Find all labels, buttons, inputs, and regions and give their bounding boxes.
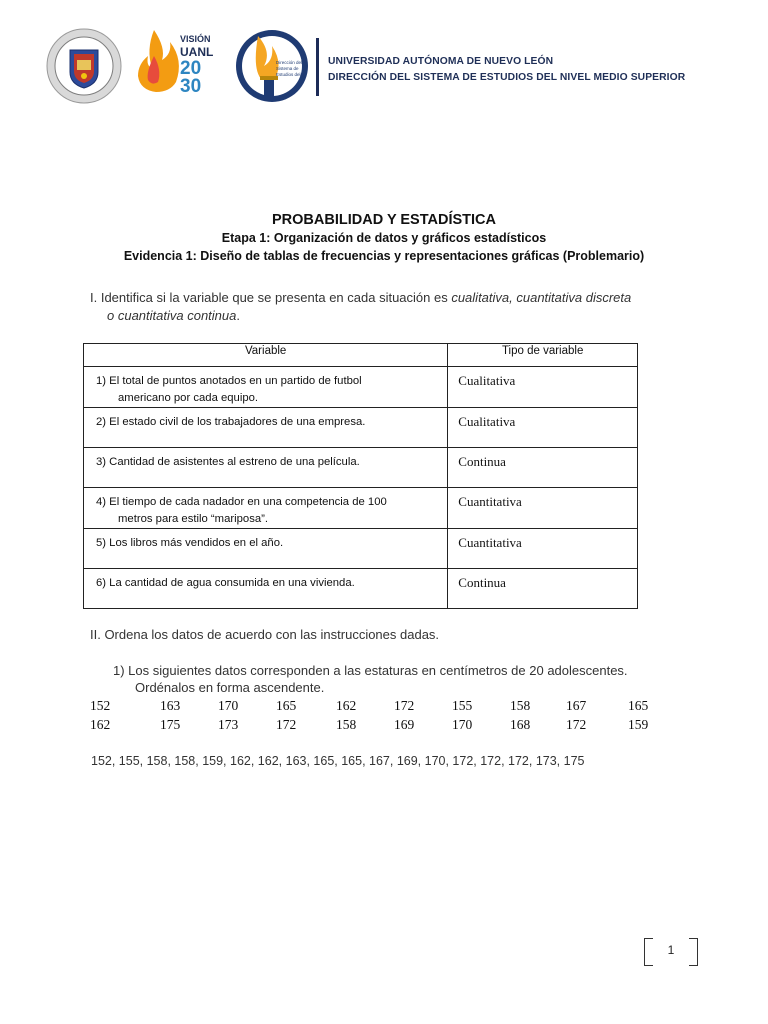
variable-cell: 1) El total de puntos anotados en un partido de futbol americano por cada equipo. (84, 367, 448, 408)
evidence-subtitle: Evidencia 1: Diseño de tablas de frecuencias y representaciones gráficas (Problemario) (123, 249, 645, 263)
sems-logo (232, 26, 312, 106)
svg-text:Estudios del: Estudios del (276, 72, 301, 77)
exercise-1-statement: 1) Los siguientes datos corresponden a las estaturas en centímetros de 20 adolescentes. Ordénalos en forma ascendente. (113, 663, 628, 695)
university-name: UNIVERSIDAD AUTÓNOMA DE NUEVO LEÓN (328, 56, 554, 67)
direction-name: DIRECCIÓN DEL SISTEMA DE ESTUDIOS DEL NIVEL MEDIO SUPERIOR (328, 72, 686, 83)
vision-label: VISIÓN (180, 34, 211, 44)
type-cell: Continua (448, 569, 638, 609)
data-value: 155 (452, 698, 473, 713)
sorted-data-answer: 152, 155, 158, 158, 159, 162, 162, 163, 165, 165, 167, 169, 170, 172, 172, 172, 173, 175 (91, 754, 585, 768)
data-value: 158 (336, 717, 357, 732)
data-value: 162 (336, 698, 357, 713)
section-1-instructions: I. Identifica si la variable que se presenta en cada situación es cualitativa, cuantitativa discreta o cuantitativa continua. (90, 290, 632, 323)
table-row (84, 488, 638, 529)
data-value: 170 (218, 698, 239, 713)
table-row (84, 408, 638, 448)
data-value: 175 (160, 717, 181, 732)
document-title: PROBABILIDAD Y ESTADÍSTICA (272, 212, 496, 228)
page-number: 1 (667, 943, 675, 957)
data-row-2 (90, 717, 662, 736)
variables-table (83, 343, 638, 609)
stage-subtitle: Etapa 1: Organización de datos y gráficos estadísticos (221, 231, 547, 245)
type-cell: Continua (448, 448, 638, 488)
svg-text:UANL: UANL (180, 45, 214, 59)
variable-cell: 6) La cantidad de agua consumida en una vivienda. (84, 569, 448, 609)
data-value: 165 (628, 698, 649, 713)
data-value: 158 (510, 698, 531, 713)
column-header-type: Tipo de variable (448, 344, 638, 367)
data-value: 173 (218, 717, 239, 732)
document-title-block (0, 211, 768, 265)
svg-text:30: 30 (180, 76, 202, 97)
header-divider (316, 38, 319, 96)
uanl-seal-logo (46, 28, 122, 104)
table-header-row (84, 344, 638, 367)
data-value: 165 (276, 698, 297, 713)
variable-cell: 3) Cantidad de asistentes al estreno de una película. (84, 448, 448, 488)
university-name-block (328, 54, 685, 86)
table-row (84, 569, 638, 609)
data-value: 170 (452, 717, 473, 732)
data-value: 169 (394, 717, 415, 732)
data-value: 172 (566, 717, 587, 732)
type-cell: Cuantitativa (448, 529, 638, 569)
section-2-heading: II. Ordena los datos de acuerdo con las instrucciones dadas. (90, 627, 440, 642)
document-header (44, 26, 724, 108)
page-number-box (644, 938, 698, 964)
data-value: 172 (276, 717, 297, 732)
svg-text:20: 20 (180, 58, 202, 79)
data-value: 152 (90, 698, 111, 713)
data-value: 167 (566, 698, 587, 713)
variable-cell: 4) El tiempo de cada nadador en una competencia de 100 metros para estilo “mariposa”. (84, 488, 448, 529)
data-value: 172 (394, 698, 415, 713)
svg-text:Sistema de: Sistema de (276, 66, 299, 71)
heights-data-grid (90, 698, 662, 736)
data-value: 168 (510, 717, 531, 732)
variable-cell: 5) Los libros más vendidos en el año. (84, 529, 448, 569)
type-cell: Cuantitativa (448, 488, 638, 529)
right-bracket (689, 938, 698, 966)
column-header-variable: Variable (84, 344, 448, 367)
data-value: 159 (628, 717, 649, 732)
type-cell: Cualitativa (448, 408, 638, 448)
data-row-1 (90, 698, 662, 717)
table-row (84, 529, 638, 569)
table-row (84, 448, 638, 488)
table-row (84, 367, 638, 408)
variable-cell: 2) El estado civil de los trabajadores de una empresa. (84, 408, 448, 448)
data-value: 163 (160, 698, 181, 713)
vision-2030-logo (132, 26, 220, 106)
svg-text:Dirección del: Dirección del (276, 60, 303, 65)
data-value: 162 (90, 717, 111, 732)
type-cell: Cualitativa (448, 367, 638, 408)
